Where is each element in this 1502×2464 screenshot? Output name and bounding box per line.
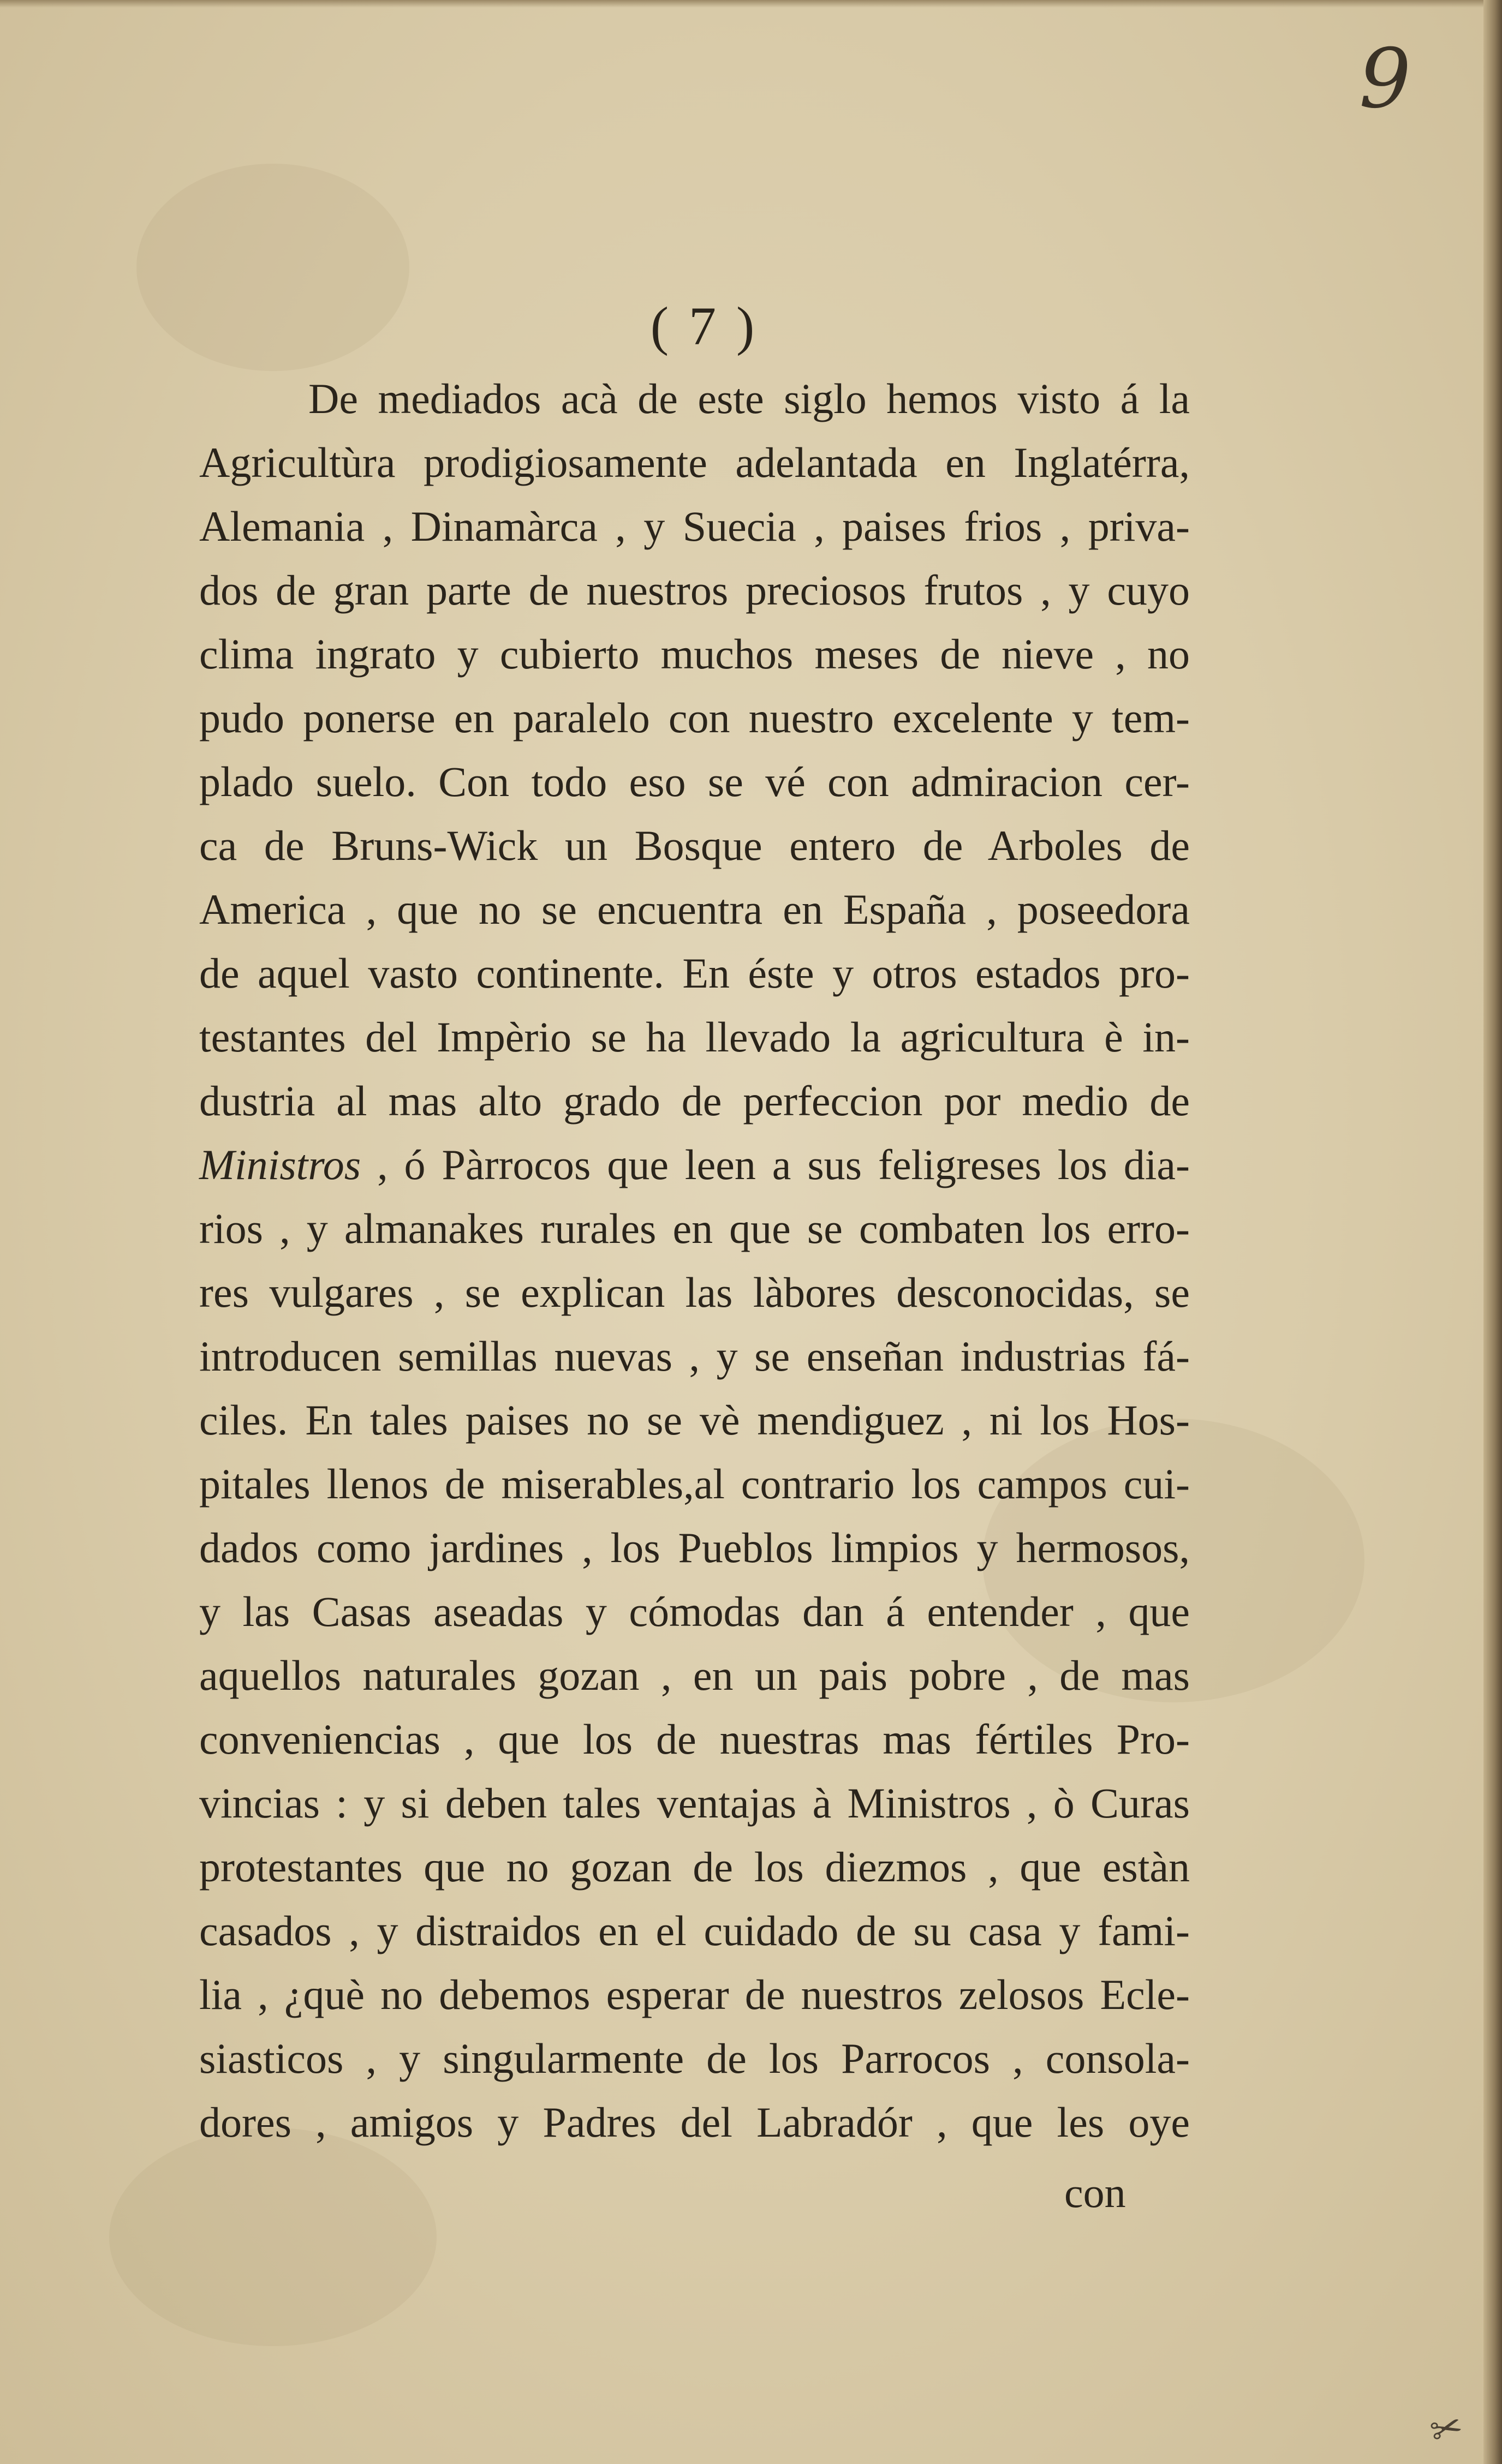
italic-word: Ministros [199,1141,361,1188]
text-line: Alemania , Dinamàrca , y Suecia , paises frios , priva- [199,503,1190,550]
text-line: De mediados acà de este siglo hemos visto á la [308,375,1190,422]
text-line: conveniencias , que los de nuestras mas fértiles Pro- [199,1715,1190,1763]
text-line: plado suelo. Con todo eso se vé con admiracion cer- [199,758,1190,805]
text-line: siasticos , y singularmente de los Parrocos , consola- [199,2035,1190,2082]
text-line: pudo ponerse en paralelo con nuestro excelente y tem- [199,694,1190,741]
text-line: lia , ¿què no debemos esperar de nuestros zelosos Ecle- [199,1971,1190,2018]
text-line: dos de gran parte de nuestros preciosos frutos , y cuyo [199,566,1190,614]
page-right-edge [1483,0,1502,2464]
text-line: casados , y distraidos en el cuidado de su casa y fami- [199,1907,1190,1954]
text-line: pitales llenos de miserables,al contrario los campos cui- [199,1460,1190,1508]
paper-stain [109,2128,437,2346]
text-line-italic [199,1133,1190,1197]
text-line: y las Casas aseadas y cómodas dan á entender , que [199,1588,1190,1635]
page-number: ( 7 ) [650,296,758,356]
text-line: vincias : y si deben tales ventajas à Ministros , ò Curas [199,1779,1190,1827]
scissors-icon: ✂ [1425,2403,1468,2455]
text-line: America , que no se encuentra en España , poseedora [199,886,1190,933]
text-line: clima ingrato y cubierto muchos meses de nieve , no [199,630,1190,678]
text-line: rios , y almanakes rurales en que se combaten los erro- [199,1205,1190,1252]
text-line: ciles. En tales paises no se vè mendiguez , ni los Hos- [199,1396,1190,1444]
text-line: dados como jardines , los Pueblos limpios y hermosos, [199,1524,1190,1571]
text-line: ca de Bruns-Wick un Bosque entero de Arboles de [199,822,1190,869]
paper-stain [136,164,409,371]
text-line: Agricultùra prodigiosamente adelantada en Inglatérra, [199,439,1190,486]
catchword: con [1064,2169,1126,2216]
text-line: introducen semillas nuevas , y se enseñan industrias fá- [199,1332,1190,1380]
text-line: dores , amigos y Padres del Labradór , que les oye [199,2098,1190,2146]
text-line: aquellos naturales gozan , en un pais pobre , de mas [199,1652,1190,1699]
page-top-shadow [0,0,1502,8]
body-text [199,367,1190,2154]
archive-folio-number: 9 [1359,32,1411,127]
text-line: protestantes que no gozan de los diezmos , que estàn [199,1843,1190,1891]
text-line: res vulgares , se explican las làbores desconocidas, se [199,1269,1190,1316]
text-line: de aquel vasto continente. En éste y otros estados pro- [199,949,1190,997]
text-line: testantes del Impèrio se ha llevado la agricultura è in- [199,1013,1190,1061]
text-line-rest: , ó Pàrrocos que leen a sus feligreses los dia- [361,1141,1190,1188]
text-line: dustria al mas alto grado de perfeccion por medio de [199,1077,1190,1125]
